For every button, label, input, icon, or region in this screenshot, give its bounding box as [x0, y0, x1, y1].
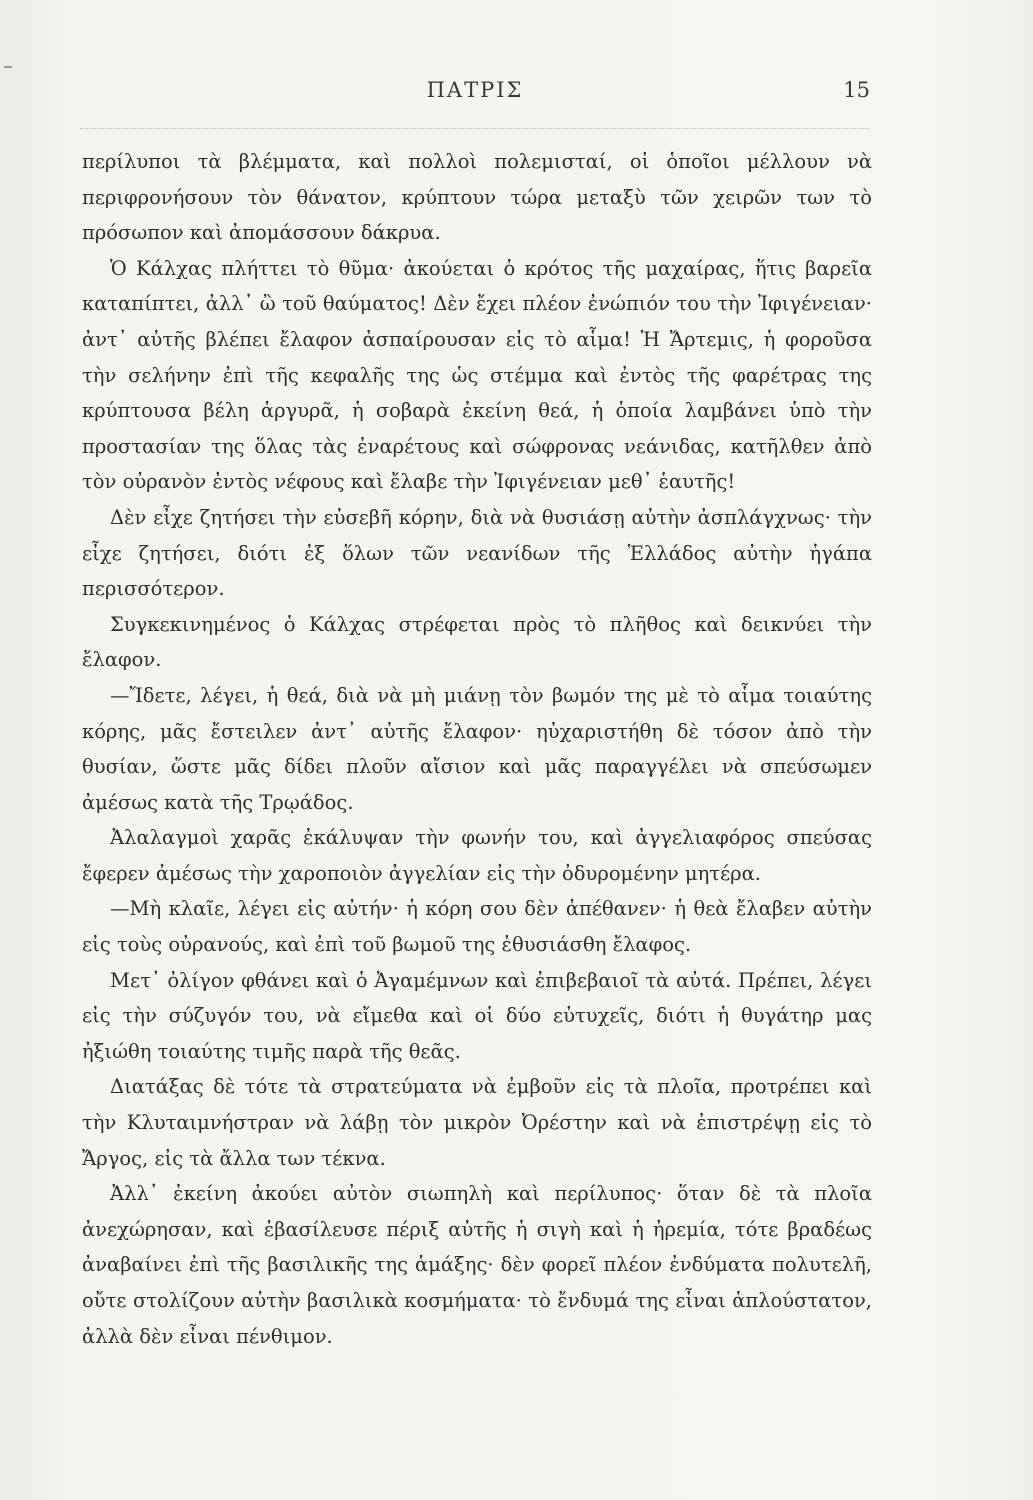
paragraph: —Ἴδετε, λέγει, ἡ θεά, διὰ νὰ μὴ μιάνῃ τὸν βωμόν της μὲ τὸ αἷμα τοιαύτης κόρης, μᾶς ἔστειλεν ἀντ᾽ αὐτῆς ἔλαφον· ηὐχαριστήθη δὲ τόσον ἀπὸ τὴν θυσίαν, ὥστε μᾶς δίδει πλοῦν αἴσιον καὶ μᾶς παραγγέλει νὰ σπεύσωμεν ἀμέσως κατὰ τῆς Τρῳάδος. — [82, 683, 872, 814]
paragraph: Ἀλαλαγμοὶ χαρᾶς ἐκάλυψαν τὴν φωνήν του, καὶ ἀγγελιαφόρος σπεύσας ἔφερεν ἀμέσως τὴν χαροποιὸν ἀγγελίαν εἰς τὴν ὀδυρομένην μητέρα. — [82, 826, 872, 885]
paragraph: Συγκεκινημένος ὁ Κάλχας στρέφεται πρὸς τὸ πλῆθος καὶ δεικνύει τὴν ἔλαφον. — [82, 612, 872, 672]
paragraph: Δὲν εἶχε ζητήσει τὴν εὐσεβῆ κόρην, διὰ νὰ θυσιάσῃ αὐτὴν ἀσπλάγχνως· τὴν εἶχε ζητήσει, διότι ἐξ ὅλων τῶν νεανίδων τῆς Ἑλλάδος αὐτὴν ἠγάπα περισσότερον. — [82, 505, 872, 601]
paragraph: Ὁ Κάλχας πλήττει τὸ θῦμα· ἀκούεται ὁ κρότος τῆς μαχαίρας, ἥτις βαρεῖα καταπίπτει, ἀλλ᾽ ὢ τοῦ θαύματος! Δὲν ἔχει πλέον ἐνώπιόν του τὴν Ἰφιγένειαν· ἀντ᾽ αὐτῆς βλέπει ἔλαφον ἀσπαίρουσαν εἰς τὸ αἷμα! Ἡ Ἄρτεμις, ἡ φοροῦσα τὴν σελήνην ἐπὶ τῆς κεφαλῆς της ὡς στέμμα καὶ ἐντὸς τῆς φαρέτρας της κρύπτουσα βέλη ἀργυρᾶ, ἡ σοβαρὰ ἐκείνη θεά, ἡ ὁποία λαμβάνει ὑπὸ τὴν προστασίαν της ὅλας τὰς ἐναρέτους καὶ σώφρονας νεάνιδας, κατῆλθεν ἀπὸ τὸν οὐρανὸν ἐντὸς νέφους καὶ ἔλαβε τὴν Ἰφιγένειαν μεθ᾽ ἑαυτῆς! — [82, 256, 872, 494]
paragraph: Μετ᾽ ὀλίγον φθάνει καὶ ὁ Ἀγαμέμνων καὶ ἐπιβεβαιοῖ τὰ αὐτά. Πρέπει, λέγει εἰς τὴν σύζυγόν του, νὰ εἴμεθα καὶ οἱ δύο εὐτυχεῖς, διότι ἡ θυγάτηρ μας ἠξιώθη τοιαύτης τιμῆς παρὰ τῆς θεᾶς. — [82, 968, 872, 1063]
paragraph: Ἀλλ᾽ ἐκείνη ἀκούει αὐτὸν σιωπηλὴ καὶ περίλυπος· ὅταν δὲ τὰ πλοῖα ἀνεχώρησαν, καὶ ἐβασίλευσε πέριξ αὐτῆς ἡ σιγὴ καὶ ἡ ἠρεμία, τότε βραδέως ἀναβαίνει ἐπὶ τῆς βασιλικῆς της ἁμάξης· δὲν φορεῖ πλέον ἐνδύματα πολυτελῆ, οὔτε στολίζουν αὐτὴν βασιλικὰ κοσμήματα· τὸ ἔνδυμά της εἶναι ἁπλούστατον, ἀλλὰ δὲν εἶναι πένθιμον. — [82, 1182, 872, 1348]
header-divider — [80, 128, 870, 129]
scan-edge-mark — [4, 66, 12, 68]
paragraph: Διατάξας δὲ τότε τὰ στρατεύματα νὰ ἐμβοῦν εἰς τὰ πλοῖα, προτρέπει καὶ τὴν Κλυταιμνήστραν νὰ λάβῃ τὸν μικρὸν Ὀρέστην καὶ νὰ ἐπιστρέψῃ εἰς τὸ Ἄργος, εἰς τὰ ἄλλα των τέκνα. — [82, 1075, 872, 1170]
paragraph: περίλυποι τὰ βλέμματα, καὶ πολλοὶ πολεμισταί, οἱ ὁποῖοι μέλλουν νὰ περιφρονήσουν τὸν θάνατον, κρύπτουν τώρα μεταξὺ τῶν χειρῶν των τὸ πρόσωπον καὶ ἀπομάσσουν δάκρυα. — [82, 150, 872, 245]
page-number: 15 — [843, 78, 870, 102]
paragraph: —Μὴ κλαῖε, λέγει εἰς αὐτήν· ἡ κόρη σου δὲν ἀπέθανεν· ἡ θεὰ ἔλαβεν αὐτὴν εἰς τοὺς οὐρανούς, καὶ ἐπὶ τοῦ βωμοῦ της ἐθυσιάσθη ἔλαφος. — [82, 897, 872, 957]
running-head — [80, 78, 870, 108]
body-text — [82, 144, 872, 1354]
running-title: ΠΑΤΡΙΣ — [426, 78, 524, 102]
